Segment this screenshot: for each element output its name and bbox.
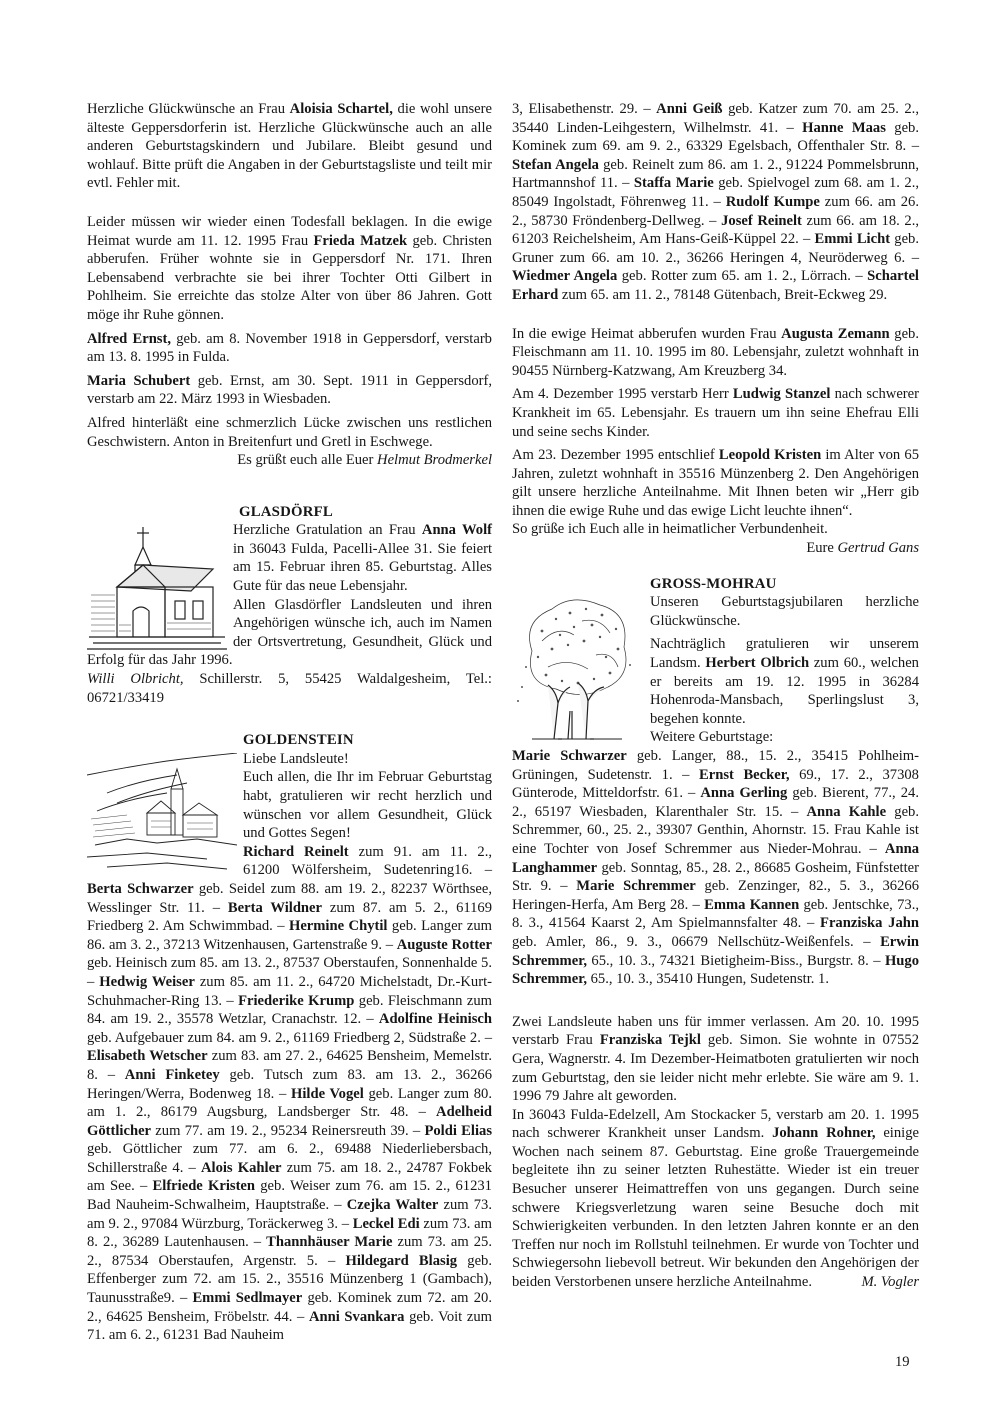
entry-details: geb. Schremmer, 60., 25. 2., 39307 Genthin, Ahornstr. 15. Frau Kahle ist eine Tochter von Josef Schremmer aus Nieder-Mohrau. – xyxy=(512,803,920,857)
person-name: Berta Schwarzer xyxy=(87,880,194,897)
entry-details: zum 75. am 18. 2., 24787 Fokbek am See. – xyxy=(87,1159,492,1195)
obituary-alfred: Alfred Ernst, geb. am 8. November 1918 in Geppersdorf, verstarb am 13. 8. 1995 in Fulda. xyxy=(87,330,492,366)
person-name: Anna Gerling xyxy=(700,785,788,802)
entry-details: zum 77. am 19. 2., 95234 Reinersreuth 39. – xyxy=(151,1122,425,1139)
person-name: Hugo Schremmer, xyxy=(512,952,919,988)
person-name: Johann Rohner, xyxy=(772,1125,876,1142)
person-name: Hedwig Weiser xyxy=(99,973,195,990)
gross-mohrau-more-label: Weitere Geburtstage: xyxy=(650,729,774,746)
obituary-stanzel: Am 4. Dezember 1995 verstarb Herr Ludwig Stanzel nach schwerer Krankheit im 65. Lebensjahr. Es trauern um ihn seine Ehefrau Elli und seine sechs Kinder. xyxy=(512,386,920,440)
person-name: Stefan Angela xyxy=(512,156,599,173)
entry-details: zum 85. am 11. 2., 64720 Michelstadt, Dr.-Kurt-Schuhmacher-Ring 13. – xyxy=(87,973,492,1009)
entry-details: zum 73. am 25. 2., 87534 Oberstaufen, Argenstr. 5. – xyxy=(87,1234,492,1269)
person-name: Auguste Rotter xyxy=(396,936,493,953)
person-name: Aloisia Schartel, xyxy=(289,101,393,117)
person-name: Hilde Vogel xyxy=(291,1085,364,1102)
person-name: Maria Schubert xyxy=(87,372,191,389)
person-name: Herbert Olbrich xyxy=(705,655,810,672)
gross-mohrau-late-congrats: Nachträglich gratulieren wir unserem Landsm. Herbert Olbrich zum 60., welchen er bereits am 19. 12. 1995 in 36284 Hohenroda-Mansbach, Sperlingslust 3, begehen konnte. xyxy=(650,636,919,727)
section-goldenstein xyxy=(87,731,492,1345)
entry-details: geb. Langer, 88., 15. 2., 35415 Pohlheim-Grüningen, Sudetenstr. 1. – xyxy=(512,748,919,783)
goldenstein-birthday-list-continued xyxy=(512,100,919,305)
person-name: Anna Kahle xyxy=(806,803,887,820)
alfred-note: Alfred hinterläßt eine schmerzlich Lücke zwischen uns restlichen Geschwistern. Anton in Breitenfurt und Gretl in Eschwege. xyxy=(87,414,492,450)
person-name: Hermine Chytil xyxy=(288,918,388,935)
person-name: Leckel Edi xyxy=(352,1215,420,1232)
entry-details: geb. Zenzinger, 82., 5. 3., 36266 Heringen-Herfa, Am Berg 28. – xyxy=(512,878,919,913)
person-name: Richard Reinelt xyxy=(243,843,349,860)
person-name: Anni Geiß xyxy=(656,101,723,117)
signature-vogler: M. Vogler xyxy=(861,1274,919,1291)
person-name: Alfred Ernst, xyxy=(87,330,171,347)
entry-details: geb. Weiser zum 76. am 15. 2., 61231 Bad Nauheim-Schwalheim, Hauptstraße. – xyxy=(87,1178,492,1214)
entry-details: 65., 10. 3., 74321 Bietigheim-Biss., Burgstr. 8. – xyxy=(586,952,885,969)
entry-details: zum 91. am 11. 2., 61200 Wölfersheim, Sudetenring16. – xyxy=(243,843,493,879)
entry-details: geb. Rotter zum 65. am 1. 2., Lörrach. – xyxy=(617,268,868,285)
village-illustration xyxy=(87,753,237,875)
person-name: Rudolf Kumpe xyxy=(725,193,820,210)
person-name: Marie Schremmer xyxy=(576,878,696,895)
intro-paragraph: Herzliche Glückwünsche an Frau Aloisia Schartel, die wohl unsere älteste Geppersdorferin ist. Herzliche Glückwünsche auch an alle anderen Geburtstagskindern und Jubilare. Bleibt gesund und wohlauf. Bitte prüft die Angaben in der Geburtstagsliste und teilt mir evtl. Fehler mit. xyxy=(87,101,492,192)
entry-details: geb. Gruner zum 66. am 10. 2., 36266 Heringen 4, Neuröderweg 6. – xyxy=(512,231,919,266)
entry-details: 69., 17. 2., 37308 Günterode, Mitteldorfstr. 61. – xyxy=(512,766,919,802)
person-name: Ludwig Stanzel xyxy=(732,386,831,403)
goldenstein-intro: Euch allen, die Ihr im Februar Geburtstag habt, gratulieren wir recht herzlich und wünschen vor allem Gesundheit, Glück und Gottes Segen! xyxy=(243,769,492,842)
entry-details: geb. Reinelt zum 86. am 1. 2., 91224 Pommelsbrunn, Hartmannshof 11. – xyxy=(512,156,919,192)
signature-brodmerkel: Es grüßt euch alle Euer Helmut Brodmerkel xyxy=(237,452,492,469)
trees-drawing xyxy=(512,591,640,741)
entry-details: geb. Aufgebauer zum 84. am 9. 2., 61169 Friedberg 2, Südstraße 2. – xyxy=(87,1029,492,1046)
person-name: Staffa Marie xyxy=(633,175,714,192)
section-heading: GOLDENSTEIN xyxy=(243,732,354,749)
left-column xyxy=(87,100,492,1345)
death-notice: Leider müssen wir wieder einen Todesfall beklagen. In die ewige Heimat wurde am 11. 12. 1995 Frau Frieda Matzek geb. Christen abberufen. Früher wohnte sie in Geppersdorf Nr. 171. Ihren Lebensabend verbrachte sie bei ihrer Tochter Otti Gilbert in Pohlheim. Sie erreichte das stolze Alter von über 86 Jahren. Gott möge ihr Ruhe gönnen. xyxy=(87,213,492,323)
entry-details: geb. Jentschke, 73., 8. 3., 41564 Kaarst 2, Am Spielmannsfalter 48. – xyxy=(512,896,919,932)
entry-details: geb. Heinisch zum 85. am 13. 2., 87537 Oberstaufen, Sonnenhalde 5. – xyxy=(87,955,492,990)
person-name: Elfriede Kristen xyxy=(152,1178,256,1195)
person-name: Josef Reinelt xyxy=(721,212,802,229)
entry-details: geb. Katzer zum 70. am 25. 2., 35440 Linden-Leihgestern, Wilhelmstr. 41. – xyxy=(512,101,919,136)
entry-details: zum 73. am 9. 2., 97084 Würzburg, Toräckerweg 3. – xyxy=(87,1197,492,1232)
section-glasdoerfl xyxy=(87,503,492,708)
entry-details: zum 87. am 5. 2., 61169 Friedberg 2. Am Schwimmbad. – xyxy=(87,899,493,935)
page-number: 19 xyxy=(895,1354,910,1370)
obituary-maria: Maria Schubert geb. Ernst, am 30. Sept. 1911 in Geppersdorf, verstarb am 22. März 1993 in Wiesbaden. xyxy=(87,372,492,408)
section-heading: GROSS-MOHRAU xyxy=(650,575,777,592)
signature-gans: Eure Gertrud Gans xyxy=(806,540,919,557)
person-name: Leopold Kristen xyxy=(718,447,822,464)
entry-details: zum 83. am 27. 2., 64625 Bensheim, Memelstr. 8. – xyxy=(87,1048,492,1083)
entry-details: geb. Sonntag, 85., 28. 2., 86685 Gosheim, Fünfstetter Str. 9. – xyxy=(512,859,919,895)
chapel-drawing xyxy=(87,525,227,650)
glasdoerfl-wishes: Allen Glasdörfler Landsleuten und ihren Angehörigen wünsche ich, auch im Namen der Ortsvertretung, Gesundheit, Glück und Erfolg für das Jahr 1996. xyxy=(87,596,492,669)
entry-details: 65., 10. 3., 35410 Hungen, Sudetenstr. 1. xyxy=(586,971,829,988)
person-name: Anna Wolf xyxy=(421,522,493,539)
obituary-kristen: Am 23. Dezember 1995 entschlief Leopold Kristen im Alter von 65 Jahren, zuletzt wohnhaft in 35516 Münzenberg 2. Den Angehörigen gilt unsere herzliche Anteilnahme. Mit Ihnen beten wir „Herr gib ihnen die ewige Ruhe und das ewige Licht leuchte ihnen“. xyxy=(512,447,919,519)
person-name: Augusta Zemann xyxy=(781,325,890,342)
person-name: Czejka Walter xyxy=(346,1197,439,1214)
closing-greeting: So grüße ich Euch alle in heimatlicher Verbundenheit. xyxy=(512,521,828,538)
entry-details: zum 66. am 18. 2., 61203 Reichelsheim, Am Hans-Geiß-Küppel 22. – xyxy=(512,212,920,248)
obituary-tejkl: Zwei Landsleute haben uns für immer verlassen. Am 20. 10. 1995 verstarb Frau Franziska Tejkl geb. Simon. Sie wohnte in 07552 Gera, Wagnerstr. 4. Im Dezember-Heimatboten gratulierten wir noch zum Geburtstag, den sie leider nicht mehr erlebte. Sie wäre am 9. 1. 1996 79 Jahre alt geworden. xyxy=(512,1013,919,1105)
entry-details: geb. Seidel zum 88. am 19. 2., 82237 Wörthsee, Wesslinger Str. 11. – xyxy=(87,880,492,916)
person-name: Anna Langhammer xyxy=(512,840,919,876)
section-gross-mohrau xyxy=(512,575,919,1292)
person-name: Poldi Elias xyxy=(424,1122,493,1139)
gross-mohrau-birthday-list xyxy=(512,747,919,989)
gross-mohrau-intro: Unseren Geburtstagsjubilaren herzliche Glückwünsche. xyxy=(650,594,919,629)
person-name: Schartel Erhard xyxy=(512,268,919,303)
entry-details: zum 65. am 11. 2., 78148 Gütenbach, Breit-Eckweg 29. xyxy=(558,286,888,303)
trees-illustration xyxy=(512,591,640,741)
entry-details: geb. Kominek zum 72. am 20. 2., 64625 Bensheim, Fröbelstr. 44. – xyxy=(87,1290,492,1325)
entry-details: geb. Langer zum 80. am 1. 2., 86179 Augsburg, Landsberger Str. 48. – xyxy=(87,1085,492,1121)
entry-details: geb. Bierent, 77., 24. 2., 65197 Wiesbaden, Klarenthaler Str. 15. – xyxy=(512,785,919,820)
person-name: Adelheid Göttlicher xyxy=(87,1104,492,1139)
person-name: Frieda Matzek xyxy=(313,232,408,249)
entry-details: geb. Tutsch zum 83. am 13. 2., 36266 Heringen/Werra, Bodenweg 18. – xyxy=(87,1066,492,1102)
goldenstein-birthday-list xyxy=(87,843,492,1345)
person-name: Franziska Jahn xyxy=(820,915,920,932)
entry-details: zum 66. am 26. 2., 58730 Fröndenberg-Dellweg. – xyxy=(512,193,919,229)
entry-details: geb. Spielvogel zum 68. am 1. 2., 85049 Ingolstadt, Föhrenweg 11. – xyxy=(512,175,919,210)
entry-details: geb. Göttlicher zum 77. am 6. 2., 69488 Niederliebersbach, Schillerstraße 4. – xyxy=(87,1141,492,1176)
entry-details: geb. Voit zum 71. am 6. 2., 61231 Bad Nauheim xyxy=(87,1308,492,1344)
entry-details: geb. Effenberger zum 72. am 15. 2., 35516 Münzenberg 1 (Gambach), Taunusstraße9. – xyxy=(87,1252,493,1307)
obituary-zemann: In die ewige Heimat abberufen wurden Frau Augusta Zemann geb. Fleischmann am 11. 10. 1995 im 80. Lebensjahr, zuletzt wohnhaft in 90455 Nürnberg-Katzwang, Am Kreuzberg 34. xyxy=(512,325,919,379)
entry-details: zum 73. am 8. 2., 36289 Lautenhausen. – xyxy=(87,1215,492,1251)
person-name: Thannhäuser Marie xyxy=(266,1234,393,1251)
goldenstein-drawing xyxy=(87,753,237,875)
person-name: Adolfine Heinisch xyxy=(378,1011,492,1028)
entry-details: geb. Langer zum 86. am 3. 2., 37213 Witzenhausen, Gartenstraße 9. – xyxy=(87,918,492,953)
entry-details: geb. Fleischmann zum 84. am 19. 2., 35578 Wetzlar, Cranachstr. 12. – xyxy=(87,992,492,1028)
person-name: Ernst Becker, xyxy=(699,766,790,783)
glasdoerfl-gratulation: Herzliche Gratulation an Frau Anna Wolf in 36043 Fulda, Pacelli-Allee 31. Sie feiert am 15. Februar ihren 85. Geburtstag. Alles Gute für das neue Lebensjahr. xyxy=(233,522,493,595)
entry-details: 3, Elisabethenstr. 29. – xyxy=(512,101,657,117)
glasdoerfl-signature: Willi Olbricht, Schillerstr. 5, 55425 Waldalgesheim, Tel.: 06721/33419 xyxy=(87,671,492,706)
chapel-illustration xyxy=(87,525,227,650)
section-heading: GLASDÖRFL xyxy=(239,503,333,520)
person-name: Berta Wildner xyxy=(227,899,323,916)
person-name: Hanne Maas xyxy=(802,119,886,136)
entry-details: geb. Kominek zum 69. am 9. 2., 63329 Egelsbach, Offenthaler Str. 8. – xyxy=(512,119,919,155)
person-name: Wiedmer Angela xyxy=(512,268,618,285)
entry-details: geb. Amler, 86., 9. 3., 06679 Nellschütz-Weißenfels. – xyxy=(512,933,881,950)
person-name: Emmi Sedlmayer xyxy=(192,1290,303,1307)
person-name: Marie Schwarzer xyxy=(512,748,627,764)
obituary-rohner: In 36043 Fulda-Edelzell, Am Stockacker 5, verstarb am 20. 1. 1995 nach schwerer Krankheit unser Landsm. Johann Rohner, einige Wochen nach seinem 87. Geburtstag. Eine große Trauergemeinde begleitete ihn zu seiner letzten Ruhestätte. Wieder ist ein treuer Besucher unserer Heimattreffen von uns gegangen. Durch seine schwere Kriegsverletzung waren seine Besuche doch mit Schwierigkeiten verbunden. In den letzten Jahren konnte er an den Treffen nur noch im Rollstuhl teilnehmen. Er wurde von Tochter und Schwiegersohn liebevoll betreut. Wir bekunden den Angehörigen der beiden Verstorbenen unsere herzliche Anteilnahme. M. Vogler xyxy=(512,1106,919,1291)
person-name: Hildegard Blasig xyxy=(345,1252,458,1269)
person-name: Franziska Tejkl xyxy=(599,1032,701,1049)
right-column xyxy=(512,100,919,1292)
person-name: Anni Svankara xyxy=(308,1308,405,1325)
person-name: Friederike Krump xyxy=(238,992,355,1009)
person-name: Elisabeth Wetscher xyxy=(87,1048,208,1065)
person-name: Anni Finketey xyxy=(124,1066,220,1083)
person-name: Alois Kahler xyxy=(200,1159,282,1176)
person-name: Emmi Licht xyxy=(814,231,891,248)
goldenstein-salutation: Liebe Landsleute! xyxy=(243,750,349,767)
person-name: Emma Kannen xyxy=(704,896,800,913)
person-name: Erwin Schremmer, xyxy=(512,933,919,969)
